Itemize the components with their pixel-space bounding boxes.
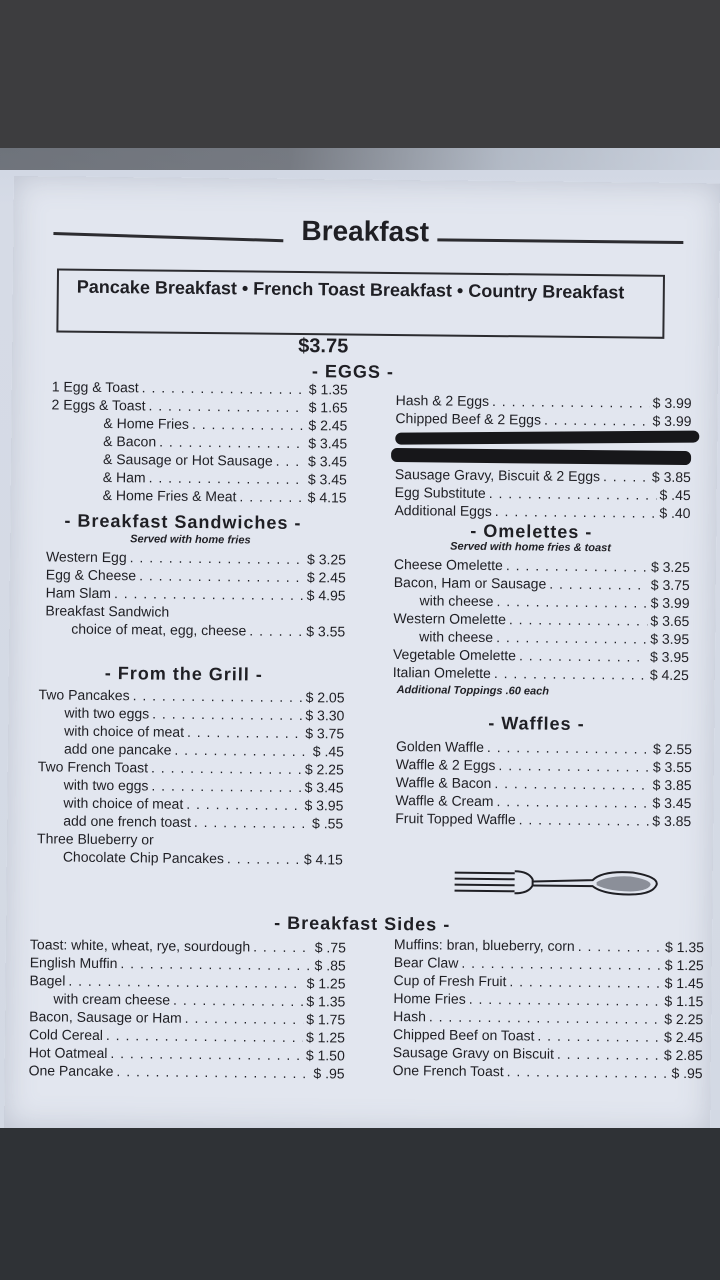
- item-price: $ 3.45: [304, 779, 344, 796]
- item-price: $ .75: [314, 939, 347, 956]
- sandwiches-list: [45, 548, 346, 641]
- item-price: $ 1.45: [664, 974, 704, 992]
- menu-item: [37, 848, 343, 869]
- item-price: $ 4.15: [303, 851, 343, 868]
- leader-dots: [578, 938, 662, 957]
- paper-top-edge: [0, 148, 720, 170]
- menu-item: [395, 810, 691, 831]
- leader-dots: [496, 793, 649, 813]
- item-name: 1 Egg & Toast: [51, 378, 139, 396]
- item-price: $ 3.95: [304, 797, 344, 814]
- item-price: $ 3.85: [651, 468, 691, 486]
- item-name: with choice of meat: [63, 794, 184, 812]
- item-name: Sausage Gravy, Biscuit & 2 Eggs: [394, 466, 601, 485]
- item-price: $ 1.65: [308, 399, 348, 416]
- grill-heading: - From the Grill -: [104, 662, 263, 685]
- leader-dots: [498, 757, 650, 777]
- eggs-right-bottom-list: [394, 466, 691, 523]
- eggs-left-list: [51, 378, 348, 507]
- item-name: Sausage Gravy on Biscuit: [392, 1044, 555, 1062]
- item-price: $ 2.45: [663, 1028, 704, 1046]
- item-name: Hot Oatmeal: [28, 1044, 108, 1062]
- title-row: [53, 212, 693, 259]
- toppings-note: Additional Toppings .60 each: [396, 684, 550, 698]
- item-price: $ 3.99: [652, 412, 692, 430]
- item-price: $ 2.45: [308, 417, 348, 434]
- menu-title: Breakfast: [301, 215, 430, 248]
- leader-dots: [507, 1063, 669, 1083]
- sandwiches-heading: - Breakfast Sandwiches -: [64, 510, 302, 534]
- leader-dots: [120, 955, 311, 975]
- item-name: with choice of meat: [64, 722, 185, 740]
- item-price: $ 2.45: [306, 569, 346, 586]
- leader-dots: [489, 485, 657, 505]
- item-name: Hash: [393, 1008, 426, 1025]
- item-name: with cream cheese: [53, 990, 171, 1008]
- sides-heading: - Breakfast Sides -: [274, 912, 451, 935]
- item-name: & Sausage or Hot Sausage: [102, 450, 273, 469]
- item-name: & Bacon: [103, 432, 157, 450]
- grill-list: [37, 686, 345, 869]
- item-price: $ 1.35: [306, 993, 346, 1010]
- leader-dots: [173, 992, 304, 1011]
- item-price: $ 3.45: [308, 435, 348, 452]
- menu-photo: [0, 148, 720, 1130]
- item-price: $ 3.99: [650, 594, 690, 612]
- omelettes-list: [393, 556, 690, 685]
- leader-dots: [114, 585, 304, 605]
- item-name: Three Blueberry or: [36, 830, 154, 848]
- item-name: & Ham: [102, 468, 146, 486]
- item-price: $ 3.85: [652, 812, 692, 830]
- leader-dots: [509, 611, 648, 630]
- item-name: with cheese: [419, 628, 494, 646]
- item-name: Waffle & Cream: [395, 792, 494, 810]
- item-name: add one french toast: [63, 812, 191, 830]
- leader-dots: [557, 1046, 661, 1065]
- menu-item: [29, 1062, 345, 1083]
- item-name: Bacon, Sausage or Ham: [29, 1008, 182, 1026]
- item-name: Fruit Topped Waffle: [395, 810, 516, 828]
- item-name: add one pancake: [63, 740, 172, 758]
- top-dark-band: [0, 0, 720, 150]
- item-name: Western Egg: [45, 548, 127, 566]
- item-price: $ 3.25: [650, 558, 691, 576]
- leader-dots: [276, 453, 306, 471]
- item-price: $ .95: [671, 1064, 703, 1082]
- item-name: Bagel: [29, 972, 66, 989]
- redaction-bar: [391, 448, 691, 465]
- leader-dots: [492, 393, 650, 413]
- item-name: & Home Fries: [103, 414, 190, 432]
- leader-dots: [227, 850, 301, 869]
- menu-item: [393, 1062, 703, 1083]
- leader-dots: [239, 488, 304, 507]
- item-name: Home Fries: [393, 990, 466, 1007]
- leader-dots: [544, 412, 650, 431]
- item-price: $ .85: [314, 957, 346, 974]
- leader-dots: [496, 629, 647, 649]
- fork-icon: [452, 865, 662, 903]
- leader-dots: [174, 742, 310, 761]
- item-price: $ 3.45: [307, 471, 347, 488]
- title-rule-right: [437, 238, 683, 244]
- eggs-right-top-list: [395, 392, 691, 431]
- leader-dots: [187, 724, 302, 743]
- leader-dots: [186, 796, 301, 815]
- leader-dots: [253, 939, 312, 958]
- item-price: $ 4.25: [649, 666, 689, 684]
- item-name: Two Pancakes: [38, 686, 130, 704]
- item-name: Cup of Fresh Fruit: [393, 972, 507, 990]
- item-price: $ 1.25: [664, 956, 704, 974]
- item-name: Breakfast Sandwich: [45, 602, 170, 620]
- leader-dots: [151, 759, 302, 779]
- leader-dots: [116, 1063, 310, 1083]
- item-name: Chipped Beef & 2 Eggs: [395, 410, 542, 428]
- leader-dots: [495, 503, 657, 523]
- leader-dots: [142, 379, 306, 399]
- leader-dots: [130, 549, 305, 569]
- leader-dots: [148, 397, 305, 417]
- menu-sheet: [4, 176, 720, 1130]
- leader-dots: [496, 593, 647, 613]
- item-price: $ 3.55: [306, 623, 346, 640]
- item-name: Waffle & 2 Eggs: [395, 756, 496, 774]
- leader-dots: [429, 1008, 662, 1028]
- item-name: One Pancake: [28, 1062, 114, 1080]
- combo-price: $3.75: [298, 334, 349, 358]
- item-price: $ 2.25: [664, 1010, 704, 1028]
- leader-dots: [603, 468, 649, 486]
- leader-dots: [192, 416, 306, 435]
- item-price: $ 3.45: [652, 794, 692, 812]
- leader-dots: [494, 665, 647, 685]
- item-price: $ 3.30: [305, 707, 345, 724]
- leader-dots: [151, 777, 301, 797]
- item-name: & Home Fries & Meat: [102, 486, 237, 505]
- item-name: Ham Slam: [45, 584, 112, 602]
- item-price: $ 2.85: [663, 1046, 703, 1064]
- item-name: Toast: white, wheat, rye, sourdough: [29, 936, 251, 955]
- item-price: $ 2.25: [304, 761, 344, 778]
- item-name: Bacon, Ham or Sausage: [393, 573, 547, 592]
- item-name: Vegetable Omelette: [392, 645, 517, 664]
- eggs-heading: - EGGS -: [311, 361, 395, 382]
- item-name: Bear Claw: [393, 954, 459, 971]
- item-price: $ .95: [313, 1065, 345, 1082]
- item-name: Two French Toast: [37, 758, 149, 776]
- item-name: with two eggs: [63, 776, 149, 794]
- item-price: $ 2.55: [653, 740, 693, 758]
- item-name: Hash & 2 Eggs: [395, 392, 490, 409]
- item-price: $ 2.05: [305, 689, 345, 706]
- redaction-bar: [395, 431, 699, 445]
- waffles-heading: - Waffles -: [488, 712, 585, 735]
- item-name: with cheese: [419, 592, 494, 610]
- title-rule-left: [53, 232, 283, 242]
- leader-dots: [139, 567, 304, 587]
- item-price: $ .45: [659, 486, 691, 504]
- leader-dots: [519, 811, 650, 830]
- item-name: Muffins: bran, blueberry, corn: [393, 936, 575, 954]
- leader-dots: [110, 1045, 303, 1065]
- leader-dots: [494, 775, 650, 795]
- item-price: $ 3.45: [308, 453, 348, 470]
- item-name: Cold Cereal: [28, 1026, 104, 1043]
- leader-dots: [249, 622, 303, 641]
- combo-line: Pancake Breakfast • French Toast Breakfast • Country Breakfast: [76, 276, 625, 303]
- item-price: $ 1.75: [306, 1011, 346, 1028]
- sides-left-list: [29, 936, 346, 1083]
- item-price: $ 1.35: [664, 938, 705, 956]
- item-name: Egg Substitute: [394, 484, 486, 501]
- item-price: $ 1.35: [308, 381, 348, 398]
- item-price: $ 3.75: [650, 576, 690, 594]
- item-price: $ 3.95: [650, 630, 690, 648]
- menu-item: [395, 410, 691, 431]
- item-price: $ 3.75: [305, 725, 345, 742]
- leader-dots: [152, 705, 302, 725]
- leader-dots: [537, 1028, 661, 1047]
- combo-box: [56, 268, 665, 338]
- item-name: Western Omelette: [393, 609, 507, 628]
- item-price: $ 3.65: [650, 612, 690, 630]
- item-name: 2 Eggs & Toast: [51, 396, 146, 414]
- item-price: $ 3.85: [652, 776, 692, 794]
- leader-dots: [159, 434, 305, 454]
- item-name: choice of meat, egg, cheese: [71, 620, 247, 639]
- leader-dots: [506, 557, 648, 576]
- menu-item: [45, 620, 345, 641]
- menu-item: [394, 502, 690, 523]
- sides-right-list: [393, 936, 704, 1083]
- bottom-dark-band: [0, 1128, 720, 1280]
- item-name: English Muffin: [29, 954, 118, 972]
- leader-dots: [194, 814, 309, 833]
- item-name: Waffle & Bacon: [395, 774, 492, 792]
- item-price: $ 3.99: [652, 394, 692, 412]
- item-price: $ 4.15: [307, 489, 347, 506]
- item-name: with two eggs: [64, 704, 150, 722]
- item-name: Golden Waffle: [395, 738, 485, 755]
- waffles-list: [395, 738, 692, 831]
- item-price: $ 1.25: [305, 1029, 346, 1046]
- leader-dots: [106, 1027, 303, 1047]
- menu-item: [393, 664, 689, 685]
- item-price: $ 1.50: [305, 1047, 345, 1064]
- item-price: $ 3.25: [306, 551, 347, 568]
- item-name: One French Toast: [392, 1062, 504, 1080]
- item-price: $ 3.55: [652, 758, 692, 776]
- leader-dots: [133, 687, 303, 707]
- item-name: Italian Omelette: [392, 663, 491, 682]
- leader-dots: [549, 576, 648, 595]
- leader-dots: [519, 647, 647, 666]
- item-name: Chipped Beef on Toast: [392, 1026, 535, 1044]
- item-name: Cheese Omelette: [393, 556, 503, 574]
- item-price: $ 4.95: [306, 587, 346, 604]
- leader-dots: [509, 973, 661, 993]
- item-name: Chocolate Chip Pancakes: [62, 848, 225, 867]
- menu-item: [51, 486, 347, 507]
- leader-dots: [461, 955, 662, 975]
- item-price: $ 3.95: [649, 648, 690, 666]
- leader-dots: [487, 739, 650, 759]
- item-price: $ .55: [312, 815, 344, 832]
- leader-dots: [185, 1010, 304, 1029]
- leader-dots: [149, 469, 305, 489]
- item-price: $ .45: [312, 743, 345, 760]
- leader-dots: [469, 991, 662, 1011]
- item-name: Egg & Cheese: [45, 566, 137, 584]
- sandwiches-note: Served with home fries: [130, 533, 251, 547]
- item-name: Additional Eggs: [394, 502, 492, 520]
- item-price: $ .40: [659, 504, 691, 522]
- omelettes-heading: - Omelettes -: [470, 520, 593, 543]
- item-price: $ 1.25: [306, 975, 346, 992]
- omelettes-note: Served with home fries & toast: [450, 540, 611, 555]
- item-price: $ 1.15: [664, 992, 704, 1010]
